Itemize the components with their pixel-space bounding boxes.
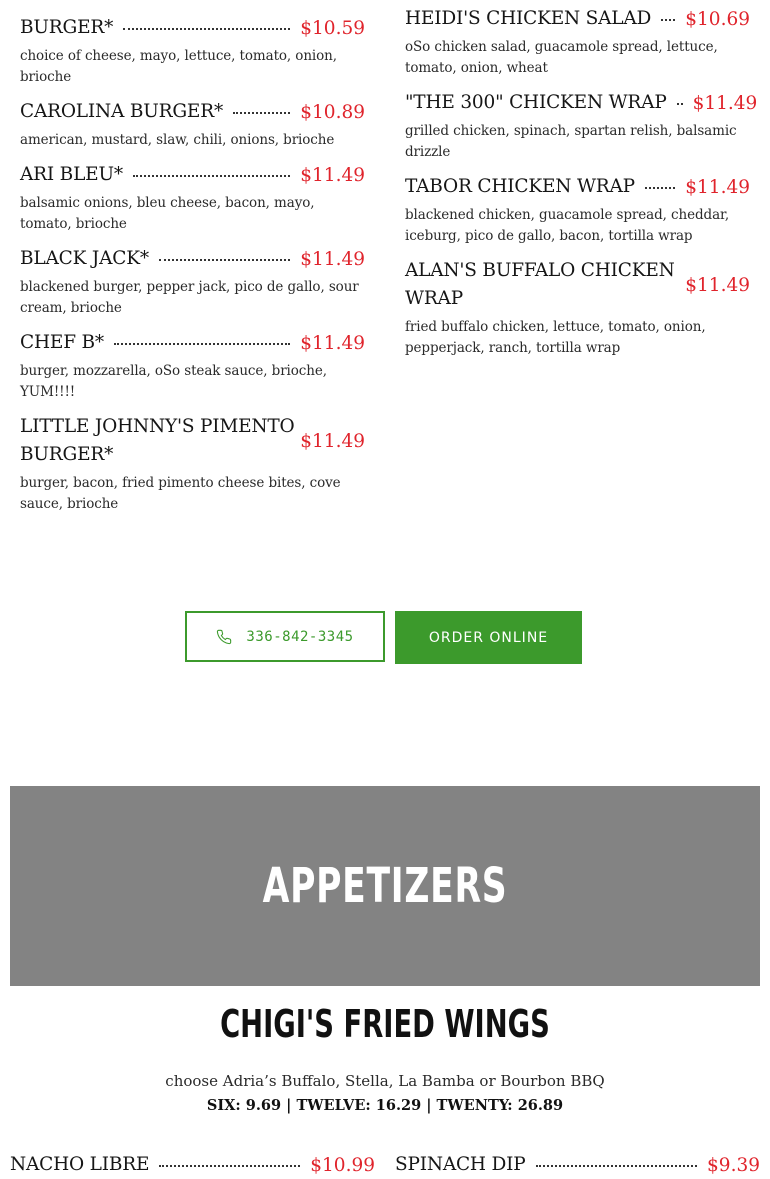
item-name: CHEF B*	[20, 332, 104, 353]
item-description: blackened chicken, guacamole spread, cheddar, iceburg, pico de gallo, bacon, tortilla wrap	[405, 207, 730, 244]
menu-item	[405, 257, 750, 359]
leader-dots	[114, 343, 290, 345]
item-price: $10.99	[310, 1154, 375, 1176]
item-price: $11.49	[692, 92, 758, 114]
menu-item	[405, 173, 750, 247]
item-price: $10.69	[685, 8, 750, 30]
item-name: ALAN'S BUFFALO CHICKEN WRAP	[405, 260, 675, 309]
menu-item	[20, 161, 365, 235]
cta-row	[185, 611, 582, 664]
leader-dots	[133, 175, 290, 177]
leader-dots	[159, 1165, 300, 1167]
item-name: HEIDI'S CHICKEN SALAD	[405, 8, 652, 29]
item-name: BLACK JACK*	[20, 248, 149, 269]
feature-item-description: choose Adria’s Buffalo, Stella, La Bamba or Bourbon BBQ	[165, 1072, 605, 1090]
item-price: $11.49	[300, 430, 365, 452]
feature-item-prices: SIX: 9.69 | TWELVE: 16.29 | TWENTY: 26.89	[206, 1097, 564, 1114]
item-price: $11.49	[685, 176, 750, 198]
item-description: fried buffalo chicken, lettuce, tomato, onion, pepperjack, ranch, tortilla wrap	[405, 319, 706, 356]
item-name: NACHO LIBRE	[10, 1154, 150, 1175]
menu-item	[405, 89, 758, 163]
item-description: blackened burger, pepper jack, pico de gallo, sour cream, brioche	[20, 279, 359, 316]
menu-column-right	[405, 5, 758, 369]
item-description: american, mustard, slaw, chili, onions, brioche	[20, 132, 335, 148]
menu-item	[405, 5, 750, 79]
item-description: burger, bacon, fried pimento cheese bites, cove sauce, brioche	[20, 475, 341, 512]
item-description: oSo chicken salad, guacamole spread, lettuce, tomato, onion, wheat	[405, 39, 718, 76]
menu-item	[20, 245, 365, 319]
leader-dots	[536, 1165, 697, 1167]
item-price: $11.49	[300, 332, 365, 354]
section-title: APPETIZERS	[262, 858, 508, 914]
item-name: CAROLINA BURGER*	[20, 101, 224, 122]
menu-item	[20, 98, 365, 151]
item-price: $10.59	[300, 17, 365, 39]
feature-item-title	[0, 1002, 770, 1046]
menu-item	[20, 14, 365, 88]
leader-dots	[645, 187, 675, 189]
appetizer-row	[10, 1151, 760, 1179]
item-name: ARI BLEU*	[20, 164, 123, 185]
feature-item-name: CHIGI'S FRIED WINGS	[220, 1002, 550, 1046]
leader-dots	[233, 112, 290, 114]
item-name: TABOR CHICKEN WRAP	[405, 176, 635, 197]
menu-item	[20, 413, 365, 515]
item-price: $11.49	[300, 248, 365, 270]
item-price: $10.89	[300, 101, 365, 123]
phone-number: 336-842-3345	[246, 628, 354, 645]
leader-dots	[661, 19, 675, 21]
item-name: BURGER*	[20, 17, 114, 38]
item-name: SPINACH DIP	[395, 1154, 526, 1175]
item-name: LITTLE JOHNNY'S PIMENTO BURGER*	[20, 416, 295, 465]
item-description: balsamic onions, bleu cheese, bacon, mayo, tomato, brioche	[20, 195, 315, 232]
leader-dots	[159, 259, 290, 261]
appetizers-banner	[10, 786, 760, 986]
menu-item	[10, 1151, 375, 1179]
item-description: grilled chicken, spinach, spartan relish, balsamic drizzle	[405, 123, 737, 160]
leader-dots	[677, 103, 683, 105]
item-description: burger, mozzarella, oSo steak sauce, brioche, YUM!!!!	[20, 363, 327, 400]
call-button[interactable]	[185, 611, 385, 662]
leader-dots	[123, 28, 290, 30]
item-description: choice of cheese, mayo, lettuce, tomato, onion, brioche	[20, 48, 337, 85]
item-price: $11.49	[300, 164, 365, 186]
item-price: $11.49	[685, 274, 750, 296]
menu-item	[395, 1151, 760, 1179]
order-online-button[interactable]: ORDER ONLINE	[395, 611, 582, 664]
menu-item	[20, 329, 365, 403]
phone-icon	[216, 629, 232, 645]
item-name: "THE 300" CHICKEN WRAP	[405, 92, 667, 113]
item-price: $9.39	[707, 1154, 760, 1176]
menu-column-left	[20, 14, 365, 525]
